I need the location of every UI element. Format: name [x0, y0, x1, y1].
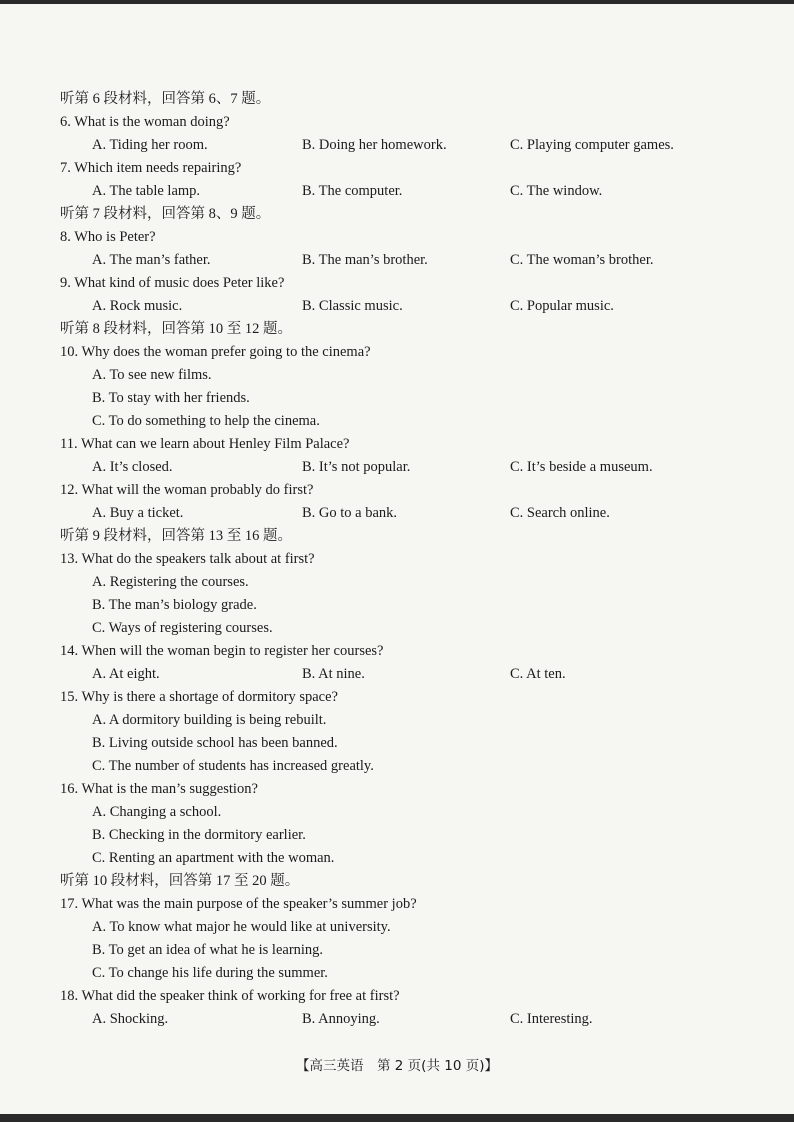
- answer-option-c: C. It’s beside a museum.: [510, 459, 653, 475]
- answer-option-c: C. At ten.: [510, 666, 566, 682]
- answer-option-a: A. To know what major he would like at university.: [92, 919, 391, 935]
- section-heading: 听第 10 段材料，回答第 17 至 20 题。: [60, 873, 300, 889]
- section-heading: 听第 6 段材料，回答第 6、7 题。: [60, 91, 271, 107]
- answer-option-b: B. It’s not popular.: [302, 459, 411, 475]
- answer-option-c: C. Interesting.: [510, 1011, 593, 1027]
- answer-option-a: A. The man’s father.: [92, 252, 211, 268]
- answer-option-c: C. Search online.: [510, 505, 610, 521]
- answer-option-b: B. Living outside school has been banned.: [92, 735, 338, 751]
- answer-option-a: A. Rock music.: [92, 298, 183, 314]
- answer-option-a: A. At eight.: [92, 666, 160, 682]
- answer-option-a: A. Shocking.: [92, 1011, 169, 1027]
- answer-option-b: B. The computer.: [302, 183, 403, 199]
- option-row: [60, 502, 754, 525]
- answer-option-b: B. Go to a bank.: [302, 505, 398, 521]
- answer-option-a: A. It’s closed.: [92, 459, 173, 475]
- question-stem: 18. What did the speaker think of working for free at first?: [60, 988, 400, 1004]
- answer-option-a: A. Changing a school.: [92, 804, 222, 820]
- question-stem: 12. What will the woman probably do first?: [60, 482, 314, 498]
- page-footer: 【高三英语 第 2 页(共 10 页)】: [296, 1058, 498, 1074]
- answer-option-b: B. Annoying.: [302, 1011, 380, 1027]
- option-row: [60, 1008, 754, 1031]
- answer-option-a: A. The table lamp.: [92, 183, 201, 199]
- question-stem: 8. Who is Peter?: [60, 229, 156, 245]
- question-stem: 9. What kind of music does Peter like?: [60, 275, 285, 291]
- answer-option-a: A. Registering the courses.: [92, 574, 249, 590]
- answer-option-b: B. To stay with her friends.: [92, 390, 250, 406]
- answer-option-c: C. To do something to help the cinema.: [92, 413, 320, 429]
- question-stem: 6. What is the woman doing?: [60, 114, 230, 130]
- answer-option-c: C. The woman’s brother.: [510, 252, 654, 268]
- answer-option-b: B. The man’s biology grade.: [92, 597, 257, 613]
- answer-option-c: C. The number of students has increased greatly.: [92, 758, 374, 774]
- question-list: [60, 88, 754, 1031]
- answer-option-a: A. Tiding her room.: [92, 137, 208, 153]
- question-stem: 16. What is the man’s suggestion?: [60, 781, 258, 797]
- section-heading: 听第 9 段材料，回答第 13 至 16 题。: [60, 528, 292, 544]
- question-stem: 13. What do the speakers talk about at first?: [60, 551, 315, 567]
- answer-option-a: A. To see new films.: [92, 367, 212, 383]
- answer-option-b: B. Doing her homework.: [302, 137, 447, 153]
- answer-option-b: B. The man’s brother.: [302, 252, 428, 268]
- answer-option-c: C. Renting an apartment with the woman.: [92, 850, 335, 866]
- question-stem: 15. Why is there a shortage of dormitory space?: [60, 689, 338, 705]
- answer-option-c: C. Popular music.: [510, 298, 614, 314]
- question-stem: 10. Why does the woman prefer going to the cinema?: [60, 344, 371, 360]
- question-stem: 14. When will the woman begin to register her courses?: [60, 643, 384, 659]
- option-row: [60, 295, 754, 318]
- option-row: [60, 180, 754, 203]
- section-heading: 听第 7 段材料，回答第 8、9 题。: [60, 206, 271, 222]
- answer-option-c: C. Ways of registering courses.: [92, 620, 273, 636]
- answer-option-b: B. Classic music.: [302, 298, 403, 314]
- answer-option-b: B. At nine.: [302, 666, 365, 682]
- answer-option-c: C. Playing computer games.: [510, 137, 674, 153]
- answer-option-a: A. A dormitory building is being rebuilt.: [92, 712, 327, 728]
- answer-option-a: A. Buy a ticket.: [92, 505, 184, 521]
- question-stem: 17. What was the main purpose of the speaker’s summer job?: [60, 896, 417, 912]
- scan-edge-bottom: [0, 1114, 794, 1122]
- option-row: [60, 456, 754, 479]
- question-stem: 7. Which item needs repairing?: [60, 160, 242, 176]
- option-row: [60, 249, 754, 272]
- question-stem: 11. What can we learn about Henley Film Palace?: [60, 436, 350, 452]
- option-row: [60, 134, 754, 157]
- answer-option-c: C. The window.: [510, 183, 603, 199]
- option-row: [60, 663, 754, 686]
- answer-option-b: B. Checking in the dormitory earlier.: [92, 827, 306, 843]
- answer-option-c: C. To change his life during the summer.: [92, 965, 328, 981]
- section-heading: 听第 8 段材料，回答第 10 至 12 题。: [60, 321, 292, 337]
- answer-option-b: B. To get an idea of what he is learning.: [92, 942, 324, 958]
